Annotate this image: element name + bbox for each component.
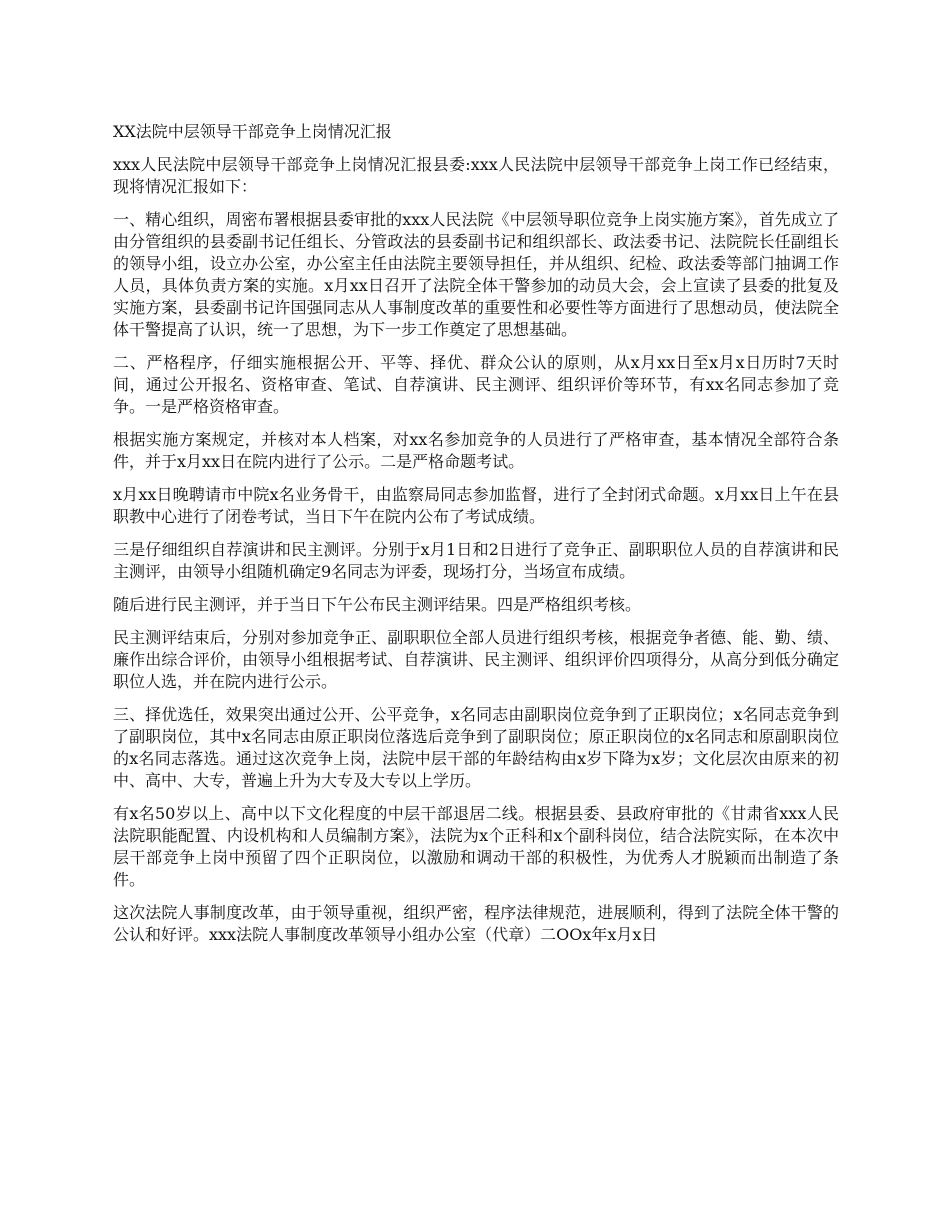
paragraph-democratic-evaluation: 随后进行民主测评，并于当日下午公布民主测评结果。四是严格组织考核。 [113,595,642,614]
paragraph-retirement: 有x名50岁以上、高中以下文化程度的中层干部退居二线。根据县委、县政府审批的《甘肃省xxx人民法院职能配置、内设机构和人员编制方案》，法院为x个正科和x个副科岗位，结合法院实际，在本次中层干部竞争上岗中预留了四个正职岗位，以激励和调动干部的积极性，为优秀人才脱颖而出制造了条件。 [113,804,839,889]
document-page [113,121,839,957]
paragraph-intro: xxx人民法院中层领导干部竞争上岗情况汇报县委:xxx人民法院中层领导干部竞争上岗工作已经结束，现将情况汇报如下： [113,155,839,196]
paragraph-organization: 一、精心组织，周密布署根据县委审批的xxx人民法院《中层领导职位竞争上岗实施方案》，首先成立了由分管组织的县委副书记任组长、分管政法的县委副书记和组织部长、政法委书记、法院院长任副组长的领导小组，设立办公室，办公室主任由法院主要领导担任，并从组织、纪检、政法委等部门抽调工作人员，具体负责方案的实施。x月xx日召开了法院全体干警参加的动员大会，会上宣读了县委的批复及实施方案，县委副书记许国强同志从人事制度改革的重要性和必要性等方面进行了思想动员，使法院全体干警提高了认识，统一了思想，为下一步工作奠定了思想基础。 [113,210,839,339]
document-title: XX法院中层领导干部竞争上岗情况汇报 [113,122,392,141]
paragraph-procedure: 二、严格程序，仔细实施根据公开、平等、择优、群众公认的原则，从x月xx日至x月x日历时7天时间，通过公开报名、资格审查、笔试、自荐演讲、民主测评、组织评价等环节，有xx名同志参加了竞争。一是严格资格审查。 [113,353,839,416]
paragraph-selection-results: 三、择优选任，效果突出通过公开、公平竞争，x名同志由副职岗位竞争到了正职岗位；x名同志竞争到了副职岗位，其中x名同志由原正职岗位落选后竞争到了副职岗位；原正职岗位的x名同志和原副职岗位的x名同志落选。通过这次竞争上岗，法院中层干部的年龄结构由x岁下降为x岁；文化层次由原来的初中、高中、大专，普遍上升为大专及大专以上学历。 [113,705,839,790]
paragraph-speech-evaluation: 三是仔细组织自荐演讲和民主测评。分别于x月1日和2日进行了竞争正、副职职位人员的自荐演讲和民主测评，由领导小组随机确定9名同志为评委，现场打分，当场宣布成绩。 [113,540,839,581]
paragraph-exam: x月xx日晚聘请市中院x名业务骨干，由监察局同志参加监督，进行了全封闭式命题。x月xx日上午在县职教中心进行了闭卷考试，当日下午在院内公布了考试成绩。 [113,485,839,526]
paragraph-conclusion: 这次法院人事制度改革，由于领导重视，组织严密，程序法律规范，进展顺利，得到了法院全体干警的公认和好评。xxx法院人事制度改革领导小组办公室（代章）二OOx年x月x日 [113,903,839,944]
paragraph-assessment: 民主测评结束后，分别对参加竞争正、副职职位全部人员进行组织考核，根据竞争者德、能、勤、绩、廉作出综合评价，由领导小组根据考试、自荐演讲、民主测评、组织评价四项得分，从高分到低分确定职位人选，并在院内进行公示。 [113,628,839,691]
paragraph-qualification-review: 根据实施方案规定，并核对本人档案，对xx名参加竞争的人员进行了严格审查，基本情况全部符合条件，并于x月xx日在院内进行了公示。二是严格命题考试。 [113,430,839,471]
